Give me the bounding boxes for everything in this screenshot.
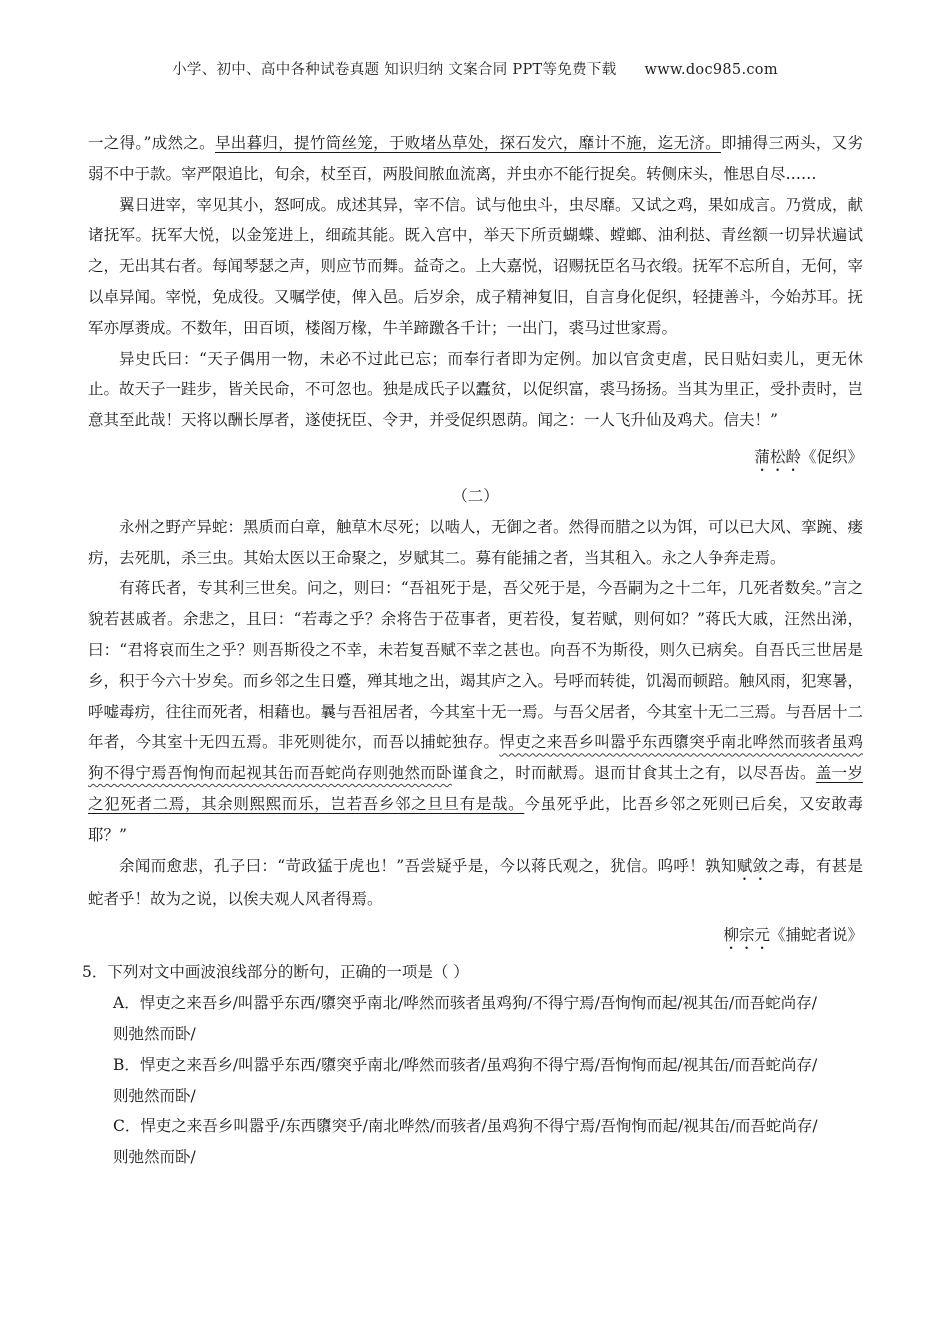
option-a-continuation: 则弛然而卧/ — [113, 1024, 196, 1043]
text-span: 有蒋氏者，专其利三世矣。问之，则曰：“吾祖死于是，吾父死于是，今吾嗣为之十二年，几死者数矣。”言之貌若甚戚者。余悲之，且曰：“若毒之乎？余将告于莅事者，更若役，复若赋，则何如？”蒋氏大戚，汪然出涕，曰：“君将哀而生之乎？则吾斯役之不幸，未若复吾赋不幸之甚也。向吾不为斯役，则久已病矣。自吾氏三世居是乡，积于今六十岁矣。而乡邻之生日蹙，殚其地之出，竭其庐之入。号呼而转徙，饥渴而顿踣。触风雨，犯寒暑，呼嘘毒疠，往往而死者，相藉也。曩与吾祖居者，今其室十无一焉。与吾父居者，今其室十无二三焉。与吾居十二年者，今其室十无四五焉。非死则徙尔，而吾以捕蛇独存。 — [88, 579, 864, 752]
text-span: 即捕得三两头，又劣弱不中于款。宰严限追比，旬余，杖至百，两股间脓血流离，并虫亦不能行捉矣。转侧床头，惟思自尽…… — [88, 134, 863, 183]
author-name: 柳宗元 — [723, 926, 770, 945]
header-url[interactable]: www.doc985.com — [644, 62, 778, 78]
option-text: 悍吏之来吾乡/叫嚣乎东西/隳突乎南北/哗然而骇者虽鸡狗/不得宁焉/吾恂恂而起/视其缶/而吾蛇尚存/ — [139, 994, 817, 1013]
text-span: 之毒，有甚是蛇者乎！故为之说，以俟夫观人风者得焉。 — [88, 856, 863, 908]
option-text: 悍吏之来吾乡叫嚣乎/东西隳突乎/南北哗然/而骇者/虽鸡狗不得宁焉/吾恂恂而起/视其缶/而吾蛇尚存/ — [140, 1117, 818, 1136]
option-b-continuation: 则弛然而卧/ — [113, 1086, 196, 1105]
option-c-continuation: 则弛然而卧/ — [113, 1148, 196, 1167]
text-span: 谨食之，时而献焉。退而甘食其土之有，以尽吾齿。 — [451, 764, 816, 783]
option-label: A． — [113, 994, 140, 1013]
passage1-paragraph-2: 翼日进宰，宰见其小，怒呵成。成述其异，宰不信。试与他虫斗，虫尽靡。又试之鸡，果如成言。乃赏成，献诸抚军。抚军大悦，以金笼进上，细疏其能。既入宫中，举天下所贡蝴蝶、螳螂、油利挞、青丝额一切异状遍试之，无出其右者。每闻琴瑟之声，则应节而舞。益奇之。上大嘉悦，诏赐抚臣名马衣缎。抚军不忘所自，无何，宰以卓异闻。宰悦，免成役。又嘱学使，俾入邑。后岁余，成子精神复旧，自言身化促织，轻捷善斗，今始苏耳。抚军亦厚赉成。不数年，田百顷，楼阁万椽，牛羊蹄躈各千计；一出门，裘马过世家焉。 — [88, 195, 864, 337]
work-title: 《促织》 — [800, 447, 863, 466]
document-body — [82, 128, 864, 1173]
option-b[interactable] — [88, 1050, 863, 1081]
passage1-source — [88, 442, 863, 475]
option-c[interactable] — [88, 1111, 863, 1142]
author-name: 蒲松龄 — [754, 447, 801, 466]
option-label: B． — [113, 1055, 140, 1074]
option-label: C． — [113, 1117, 141, 1136]
passage2-title: （二） — [452, 486, 499, 505]
question-stem: 5．下列对文中画波浪线部分的断句，正确的一项是（ ） — [82, 963, 469, 982]
header-text: 小学、初中、高中各种试卷真题 知识归纳 文案合同 PPT等免费下载 — [172, 62, 617, 78]
passage2-paragraph-3 — [88, 851, 863, 915]
underlined-sentence: 早出暮归，提竹筒丝笼，于败堵丛草处，探石发穴，靡计不施，迄无济。 — [214, 134, 721, 152]
underlined-sentence: 盖一岁之犯死者二焉，其余则熙熙而乐，岂若吾乡邻之旦旦有是哉。 — [88, 764, 863, 813]
passage2-paragraph-1: 永州之野产异蛇：黑质而白章，触草木尽死；以啮人，无御之者。然得而腊之以为饵，可以已大风、挛踠、瘘疠，去死肌，杀三虫。其始太医以王命聚之，岁赋其二。募有能捕之者，当其租入。永之人争奔走焉。 — [88, 517, 864, 567]
wavy-underlined-sentence: 悍吏之来吾乡叫嚣乎东西隳突乎南北哗然而骇者虽鸡狗不得宁焉吾恂恂而起视其缶而吾蛇尚存则弛然而卧 — [88, 733, 863, 783]
dotted-word: 赋敛 — [736, 856, 769, 875]
passage2-paragraph-2 — [88, 573, 863, 850]
passage2-source — [88, 920, 863, 953]
passage1-paragraph-1 — [88, 128, 863, 190]
page-header — [0, 58, 950, 79]
question-5 — [82, 957, 863, 1173]
text-span: 余闻而愈悲，孔子曰：“苛政猛于虎也！”吾尝疑乎是，今以蒋氏观之，犹信。呜呼！孰知 — [119, 856, 737, 875]
work-title: 《捕蛇者说》 — [769, 926, 863, 945]
option-text: 悍吏之来吾乡/叫嚣乎东西/隳突乎南北/哗然而骇者/虽鸡狗不得宁焉/吾恂恂而起/视其缶/而吾蛇尚存/ — [139, 1055, 818, 1074]
text-span: 今虽死乎此，比吾乡邻之死则已后矣，又安敢毒耶？” — [88, 794, 863, 844]
text-span: 一之得。”成然之。 — [88, 134, 215, 152]
option-a[interactable] — [88, 988, 863, 1019]
passage1-paragraph-3: 异史氏曰：“天子偶用一物，未必不过此已忘；而奉行者即为定例。加以官贪吏虐，民日贴妇卖儿，更无休止。故天子一跬步，皆关民命，不可忽也。独是成氏子以蠹贫，以促织富，裘马扬扬。当其为里正，受扑责时，岂意其至此哉！天将以酬长厚者，遂使抚臣、令尹，并受促织恩荫。闻之：一人飞升仙及鸡犬。信夫！” — [88, 349, 864, 430]
